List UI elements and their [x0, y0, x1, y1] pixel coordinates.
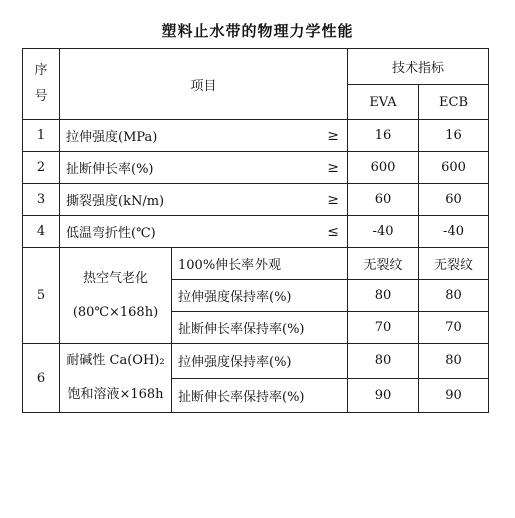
group5-sub-item: 扯断伸长率保持率(%): [172, 312, 348, 344]
row-seq: 1: [23, 120, 60, 152]
group5-sub-item-label: 100%伸长率: [178, 258, 255, 273]
row-item-label: 扯断伸长率(%): [66, 162, 154, 177]
group5-sub-item-extra: 外观: [255, 258, 282, 273]
group6-seq: 6: [23, 344, 60, 413]
group5-eva-value: 80: [348, 280, 419, 312]
seq-header: [23, 49, 60, 120]
table-row: [23, 184, 489, 216]
group6-name-line2: 饱和溶液×168h: [67, 387, 164, 402]
table-title: 塑料止水带的物理力学性能: [161, 22, 354, 40]
row-ecb-value: -40: [419, 216, 489, 248]
row-condition: ≥: [327, 127, 340, 144]
seq-header-line2: 号: [34, 89, 48, 104]
table-row: [23, 248, 489, 280]
row-item: [60, 184, 348, 216]
row-seq: 4: [23, 216, 60, 248]
eva-header: EVA: [348, 85, 419, 120]
group6-name: [60, 344, 172, 413]
ecb-header: ECB: [419, 85, 489, 120]
group5-name-line2: (80℃×168h): [72, 304, 159, 320]
row-ecb-value: 600: [419, 152, 489, 184]
group6-ecb-value: 80: [419, 344, 489, 379]
row-eva-value: 16: [348, 120, 419, 152]
group6-eva-value: 90: [348, 378, 419, 413]
row-ecb-value: 16: [419, 120, 489, 152]
table-row: [23, 152, 489, 184]
group5-eva-value: 70: [348, 312, 419, 344]
group6-ecb-value: 90: [419, 378, 489, 413]
row-eva-value: -40: [348, 216, 419, 248]
row-seq: 2: [23, 152, 60, 184]
group6-eva-value: 80: [348, 344, 419, 379]
spec-header: 技术指标: [348, 49, 489, 85]
group6-name-line1: 耐碱性 Ca(OH)₂: [66, 353, 165, 368]
table-row: [23, 216, 489, 248]
group5-sub-item: 拉伸强度保持率(%): [172, 280, 348, 312]
group6-sub-item: 拉伸强度保持率(%): [172, 344, 348, 379]
group5-ecb-value: 70: [419, 312, 489, 344]
row-ecb-value: 60: [419, 184, 489, 216]
row-eva-value: 60: [348, 184, 419, 216]
group5-eva-value: 无裂纹: [348, 248, 419, 280]
row-item: [60, 216, 348, 248]
group5-name-line1: 热空气老化: [82, 270, 148, 286]
item-header: 项目: [60, 49, 348, 120]
row-seq: 3: [23, 184, 60, 216]
group5-seq: 5: [23, 248, 60, 344]
row-item: [60, 152, 348, 184]
row-item-label: 撕裂强度(kN/m): [66, 194, 165, 209]
row-item-label: 拉伸强度(MPa): [66, 130, 158, 145]
table-row: [23, 344, 489, 379]
row-item: [60, 120, 348, 152]
row-condition: ≥: [327, 159, 340, 176]
group5-name: [60, 248, 172, 344]
row-condition: ≤: [327, 223, 340, 240]
header-row: [23, 49, 489, 85]
group5-ecb-value: 无裂纹: [419, 248, 489, 280]
row-eva-value: 600: [348, 152, 419, 184]
row-item-label: 低温弯折性(℃): [66, 226, 156, 241]
group6-sub-item: 扯断伸长率保持率(%): [172, 378, 348, 413]
row-condition: ≥: [327, 191, 340, 208]
properties-table: [22, 48, 489, 413]
group5-sub-item: [172, 248, 348, 280]
group5-ecb-value: 80: [419, 280, 489, 312]
table-row: [23, 120, 489, 152]
seq-header-line1: 序: [34, 63, 48, 78]
